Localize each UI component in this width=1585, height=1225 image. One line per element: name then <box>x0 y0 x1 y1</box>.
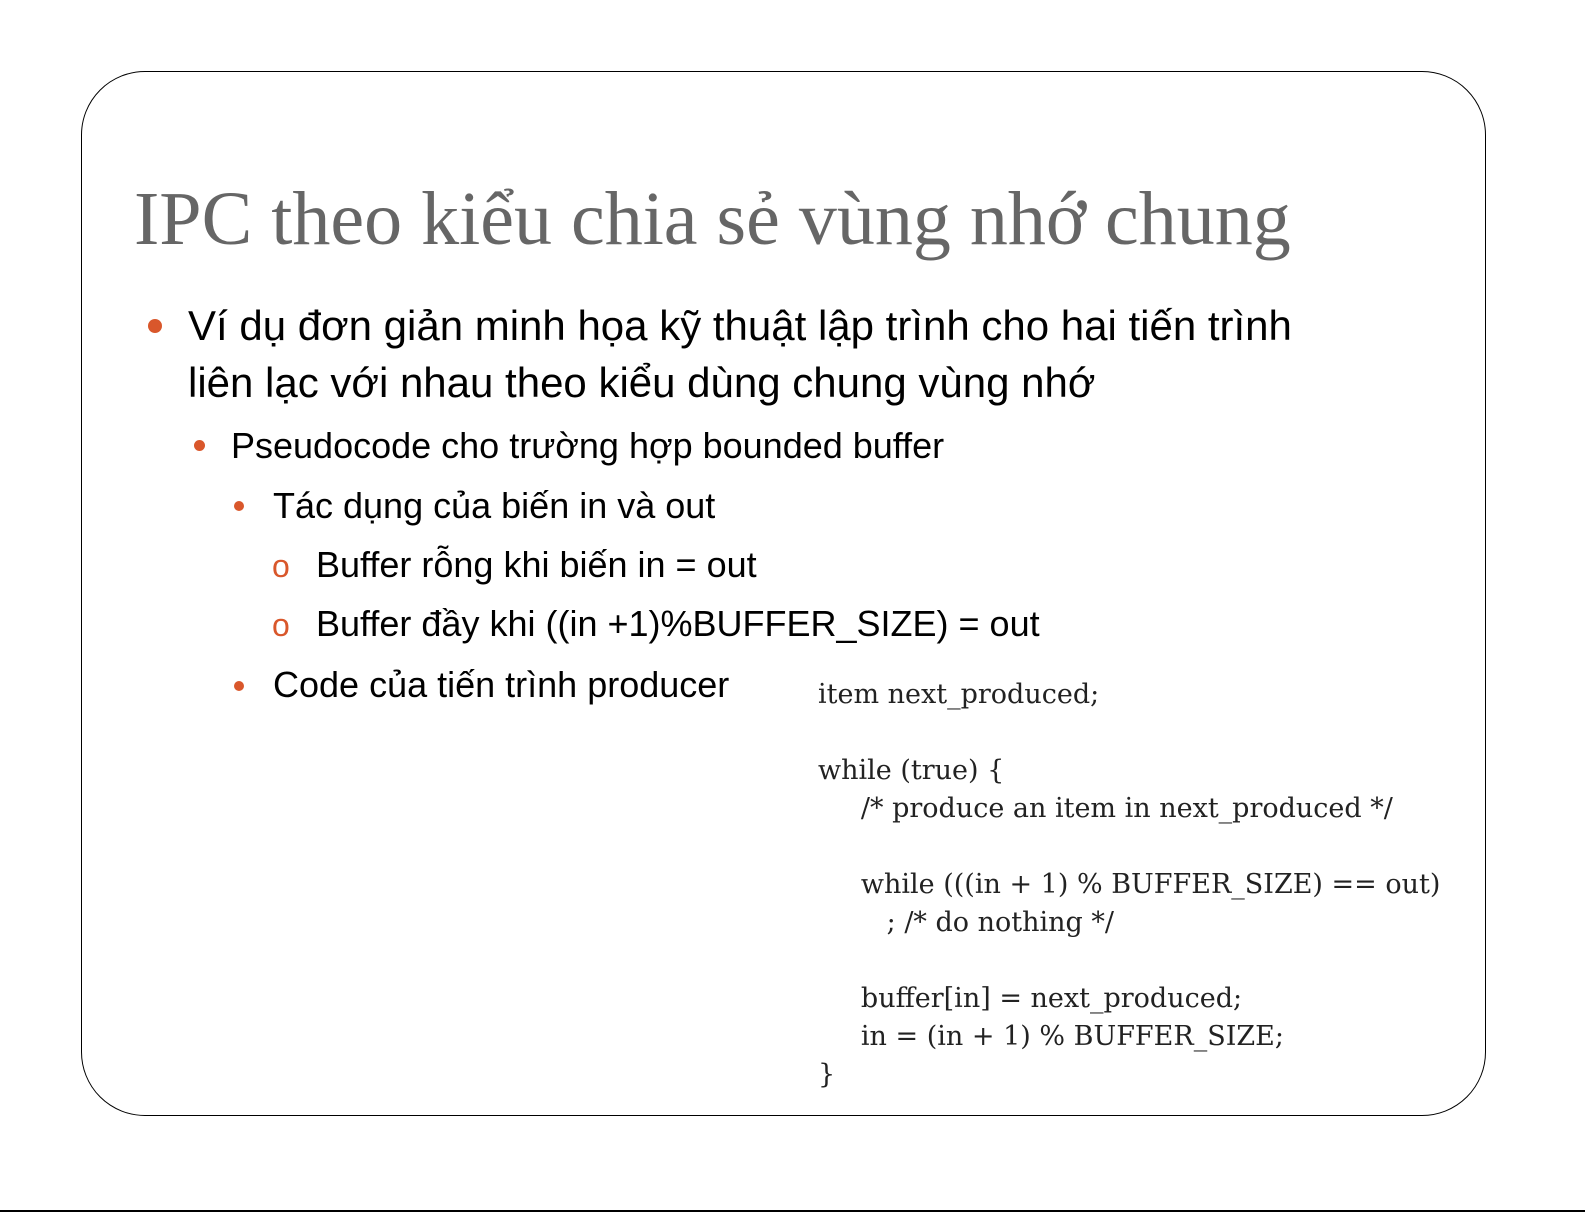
slide-title: IPC theo kiểu chia sẻ vùng nhớ chung <box>134 177 1291 261</box>
bullet2-text: Pseudocode cho trường hợp bounded buffer <box>231 425 945 466</box>
circle-marker-icon: o <box>272 548 290 584</box>
bullet3a-text: Tác dụng của biến in và out <box>273 485 716 526</box>
bullet1-line2: liên lạc với nhau theo kiểu dùng chung vùng nhớ <box>188 359 1096 406</box>
bottom-divider <box>0 1210 1585 1212</box>
bullet-dot-icon <box>148 319 162 333</box>
bullet-dot-icon <box>194 440 205 451</box>
sub1-text: Buffer rỗng khi biến in = out <box>316 544 757 585</box>
bullet1-line1: Ví dụ đơn giản minh họa kỹ thuật lập trình cho hai tiến trình <box>188 302 1292 349</box>
bullet3b-text: Code của tiến trình producer <box>273 664 730 705</box>
sub2-text: Buffer đầy khi ((in +1)%BUFFER_SIZE) = out <box>316 603 1040 644</box>
bullet-dot-icon <box>234 681 244 691</box>
circle-marker-icon: o <box>272 607 290 643</box>
bullet-dot-icon <box>234 501 244 511</box>
producer-code-block: item next_produced; while (true) { /* produce an item in next_produced */ while (((in + 1) % BUFFER_SIZE) == out) ; /* do nothing */ buffer[in] = next_produced; in = (in + 1) % BUFFER_SIZE; } <box>818 679 1441 1090</box>
